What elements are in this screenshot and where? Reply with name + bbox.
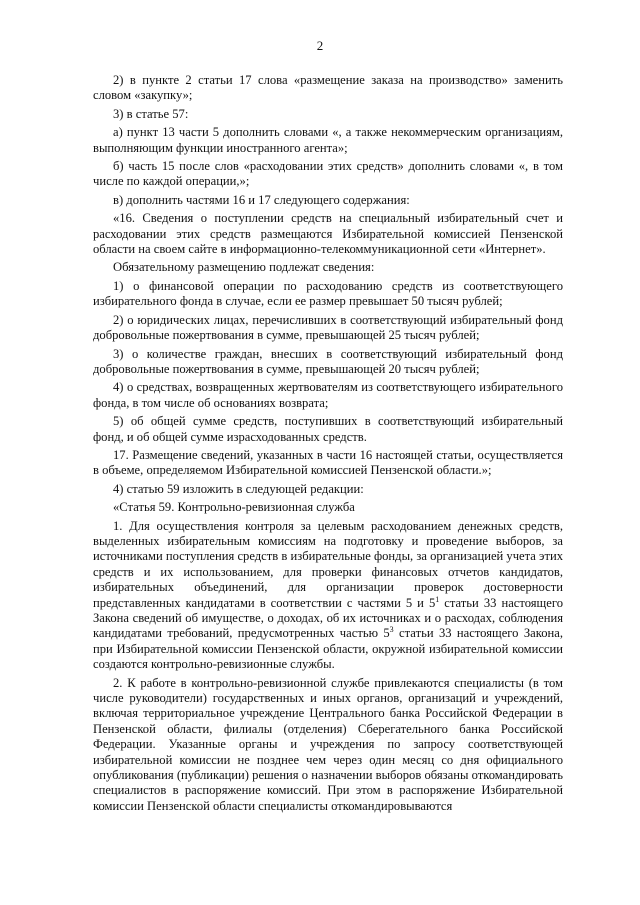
superscript-1: 1 — [435, 594, 440, 604]
paragraph-item-4: 4) статью 59 изложить в следующей редакции: — [113, 481, 364, 496]
article-59-part-1 — [93, 519, 563, 673]
page-number: 2 — [316, 38, 324, 53]
part-1-text-c: статьи 33 настоящего Закона, при Избирательной комиссии Пензенской области, окружной избирательной комиссии создаются контрольно-ревизионные службы. — [93, 626, 563, 672]
article-59-part-2: 2. К работе в контрольно-ревизионной службе привлекаются специалисты (в том числе руководители) государственных и иных органов, организаций и учреждений, включая территориальное учреждение Центрального банка Российской Федерации в Пензенской области, филиалы (отделения) Сберегательного банка Российской Федерации. Указанные органы и учреждения по запросу соответствующей избирательной комиссии не позднее чем через один месяц со дня официального опубликования (публикации) решения о назначении выборов обязаны откомандировать специалистов в распоряжение комиссий. При этом в распоряжение Избирательной комиссии Пензенской области специалисты откомандировываются — [93, 675, 563, 813]
part-1-text-b: статьи 33 настоящего Закона сведений об имуществе, о доходах, об их источниках и о расходах, соблюдения кандидатами требований, предусмотренных частью 5 — [93, 595, 563, 641]
paragraph-list-2: 2) о юридических лицах, перечисливших в соответствующий избирательный фонд добровольные пожертвования в сумме, превышающей 25 тысяч рублей; — [93, 312, 563, 343]
paragraph-mandatory-info: Обязательному размещению подлежат сведения: — [113, 260, 375, 275]
paragraph-list-1: 1) о финансовой операции по расходованию средств из соответствующего избирательного фонда в случае, если ее размер превышает 50 тысяч рублей; — [93, 278, 563, 309]
paragraph-part-17: 17. Размещение сведений, указанных в части 16 настоящей статьи, осуществляется в объеме, определяемом Избирательной комиссией Пензенской области.»; — [93, 447, 563, 478]
part-1-text-a: 1. Для осуществления контроля за целевым расходованием денежных средств, выделенных избирательным комиссиям на подготовку и проведение выборов, за источниками поступления средств в избирательные фонды, за организацией учета этих средств и их использованием, для проверки финансовых отчетов кандидатов, избирательных объединений, для организации проверок достоверности представленных кандидатами в соответствии с частями 5 и 5 — [93, 518, 563, 610]
superscript-3: 3 — [389, 625, 394, 635]
paragraph-subitem-v: в) дополнить частями 16 и 17 следующего содержания: — [113, 192, 410, 207]
paragraph-part-16: «16. Сведения о поступлении средств на специальный избирательный счет и расходовании этих средств размещаются Избирательной комиссией Пензенской области на своем сайте в информационно-телекоммуникационной сети «Интернет». — [93, 211, 563, 257]
paragraph-list-5: 5) об общей сумме средств, поступивших в соответствующий избирательный фонд, и об общей сумме израсходованных средств. — [93, 414, 563, 444]
paragraph-item-3: 3) в статье 57: — [113, 106, 189, 121]
paragraph-subitem-b: б) часть 15 после слов «расходовании этих средств» дополнить словами «, в том числе по каждой операции,»; — [93, 159, 563, 189]
paragraph-list-4: 4) о средствах, возвращенных жертвователям из соответствующего избирательного фонда, в том числе об основаниях возврата; — [93, 380, 563, 410]
document-body — [93, 73, 563, 817]
paragraph-item-2: 2) в пункте 2 статьи 17 слова «размещение заказа на производство» заменить словом «закупку»; — [93, 73, 563, 103]
article-59-heading: «Статья 59. Контрольно-ревизионная служба — [113, 500, 355, 515]
paragraph-list-3: 3) о количестве граждан, внесших в соответствующий избирательный фонд добровольные пожертвования в сумме, превышающей 20 тысяч рублей; — [93, 346, 563, 376]
paragraph-subitem-a: а) пункт 13 части 5 дополнить словами «, а также некоммерческим организациям, выполняющим функции иностранного агента»; — [93, 125, 563, 155]
